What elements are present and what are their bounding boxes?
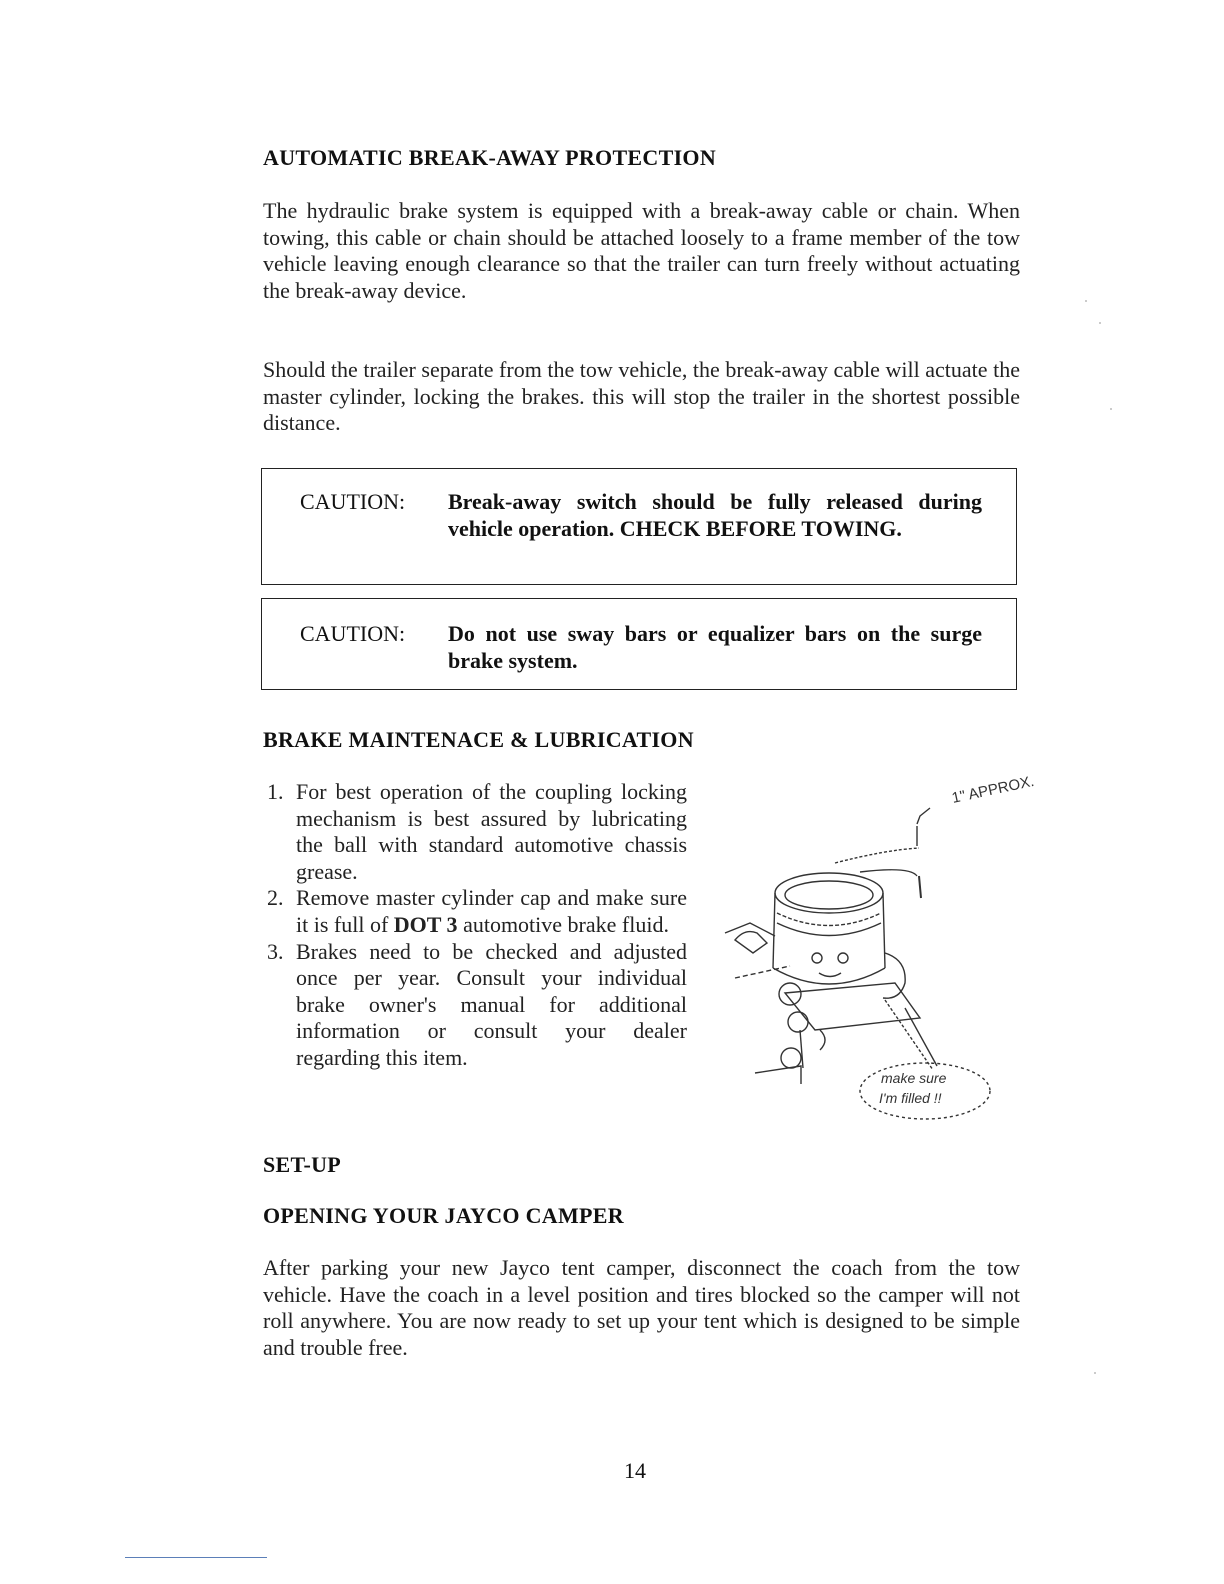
list-item xyxy=(263,779,687,885)
step-text: Brakes need to be checked and adjusted once per year. Consult your individual brake owner's manual for additional information or consult your dealer regarding this item. xyxy=(296,938,687,1070)
step-number: 2. xyxy=(267,885,284,911)
page-number: 14 xyxy=(624,1458,646,1483)
list-item xyxy=(263,885,687,938)
scan-speck xyxy=(1110,408,1112,410)
caution-text: Do not use sway bars or equalizer bars on the surge brake system. xyxy=(448,621,982,673)
setup-heading: SET-UP xyxy=(263,1152,342,1177)
caution-box-sway-bars xyxy=(261,598,1017,690)
caution-box-breakaway xyxy=(261,468,1017,585)
step-number: 3. xyxy=(267,938,284,964)
step-number: 1. xyxy=(267,779,284,804)
caution-label: CAUTION: xyxy=(300,489,406,514)
maintenance-heading: BRAKE MAINTENACE & LUBRICATION xyxy=(263,727,694,752)
dot3-emphasis: DOT 3 xyxy=(393,911,458,937)
scan-speck xyxy=(1085,300,1087,302)
step-text: automotive brake fluid. xyxy=(457,911,669,937)
list-item xyxy=(263,939,687,1072)
step-text: For best operation of the coupling locking mechanism is best assured by lubricating the ball with standard automotive chassis grease. xyxy=(296,779,687,884)
breakaway-paragraph-1: The hydraulic brake system is equipped with a break-away cable or chain. When towing, this cable or chain should be attached loosely to a frame member of the tow vehicle leaving enough clearance so that the trailer can turn freely without actuating the break-away device. xyxy=(263,198,1020,303)
bubble-line-1: make sure xyxy=(881,1070,947,1086)
step-text: Remove master cylinder cap and make sure it is full of xyxy=(296,885,687,937)
master-cylinder-illustration xyxy=(695,768,1045,1138)
scan-speck xyxy=(1099,322,1101,324)
caution-text: Break-away switch should be fully released during vehicle operation. CHECK BEFORE TOWING. xyxy=(448,489,982,541)
bubble-line-2: I'm filled !! xyxy=(879,1090,942,1106)
approx-label: 1" APPROX. xyxy=(950,772,1036,807)
setup-paragraph: After parking your new Jayco tent camper, disconnect the coach from the tow vehicle. Have the coach in a level position and tires blocked so the camper will not roll anywhere. You are now ready to set up your tent which is designed to be simple and trouble free. xyxy=(263,1255,1020,1360)
footer-rule xyxy=(125,1557,267,1558)
opening-camper-heading: OPENING YOUR JAYCO CAMPER xyxy=(263,1203,624,1228)
scan-speck xyxy=(1094,1372,1096,1374)
maintenance-steps xyxy=(263,779,687,1072)
breakaway-paragraph-2: Should the trailer separate from the tow vehicle, the break-away cable will actuate the master cylinder, locking the brakes. this will stop the trailer in the shortest possible distance. xyxy=(263,357,1020,436)
caution-label: CAUTION: xyxy=(300,621,406,646)
breakaway-heading: AUTOMATIC BREAK-AWAY PROTECTION xyxy=(263,145,717,170)
